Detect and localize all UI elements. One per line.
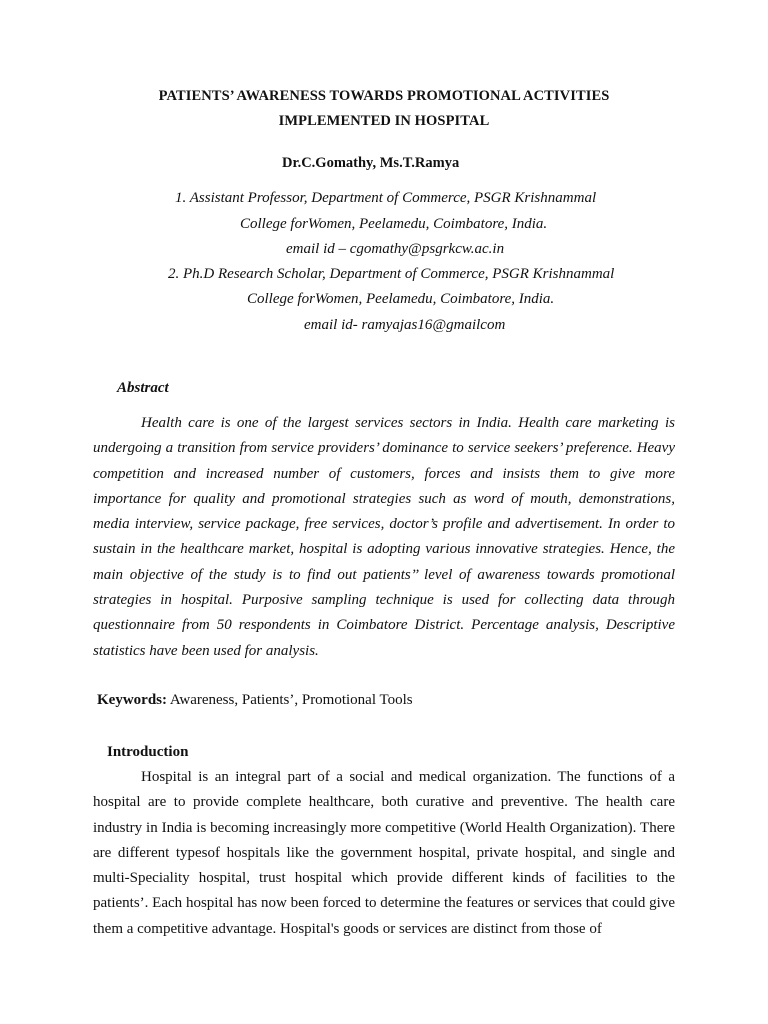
affiliation-1-email: email id – cgomathy@psgrkcw.ac.in — [286, 241, 505, 257]
introduction-heading: Introduction — [107, 744, 189, 760]
abstract-heading: Abstract — [117, 380, 169, 396]
keywords-line — [97, 692, 413, 709]
affiliation-2-line-2: College forWomen, Peelamedu, Coimbatore, India. — [247, 291, 555, 307]
affiliation-2-line-1: 2. Ph.D Research Scholar, Department of Commerce, PSGR Krishnammal — [168, 266, 615, 282]
paper-title-line-2: IMPLEMENTED IN HOSPITAL — [278, 113, 490, 129]
affiliation-1-line-2: College forWomen, Peelamedu, Coimbatore, India. — [240, 216, 548, 232]
paper-title-line-1: PATIENTS’ AWARENESS TOWARDS PROMOTIONAL ACTIVITIES — [158, 88, 610, 104]
affiliation-1-line-1: 1. Assistant Professor, Department of Commerce, PSGR Krishnammal — [175, 190, 597, 206]
affiliation-2-email: email id- ramyajas16@gmailcom — [304, 317, 506, 333]
introduction-paragraph: Hospital is an integral part of a social and medical organization. The functions of a hospital are to provide complete healthcare, both curative and preventive. The health care industry in India is becoming increasingly more competitive (World Health Organization). There are different typesof hospitals like the government hospital, private hospital, and single and multi-Speciality hospital, trust hospital which provide different kinds of facilities to the patients’. Each hospital has now been forced to determine the features or services that could give them a competitive advantage. Hospital's goods or services are distinct from those of — [93, 769, 675, 937]
authors: Dr.C.Gomathy, Ms.T.Ramya — [282, 155, 460, 171]
abstract-paragraph: Health care is one of the largest services sectors in India. Health care marketing is undergoing a transition from service providers’ dominance to service seekers’ preference. Heavy competition and increased number of customers, forces and insists them to give more importance for quality and promotional strategies such as word of mouth, demonstrations, media interview, service package, free services, doctor’s profile and advertisement. In order to sustain in the healthcare market, hospital is adopting various innovative strategies. Hence, the main objective of the study is to find out patients’’ level of awareness towards promotional strategies in hospital. Purposive sampling technique is used for collecting data through questionnaire from 50 respondents in Coimbatore District. Percentage analysis, Descriptive statistics have been used for analysis. — [93, 415, 675, 659]
keywords-text: Awareness, Patients’, Promotional Tools — [167, 692, 413, 708]
keywords-label: Keywords: — [97, 692, 167, 708]
